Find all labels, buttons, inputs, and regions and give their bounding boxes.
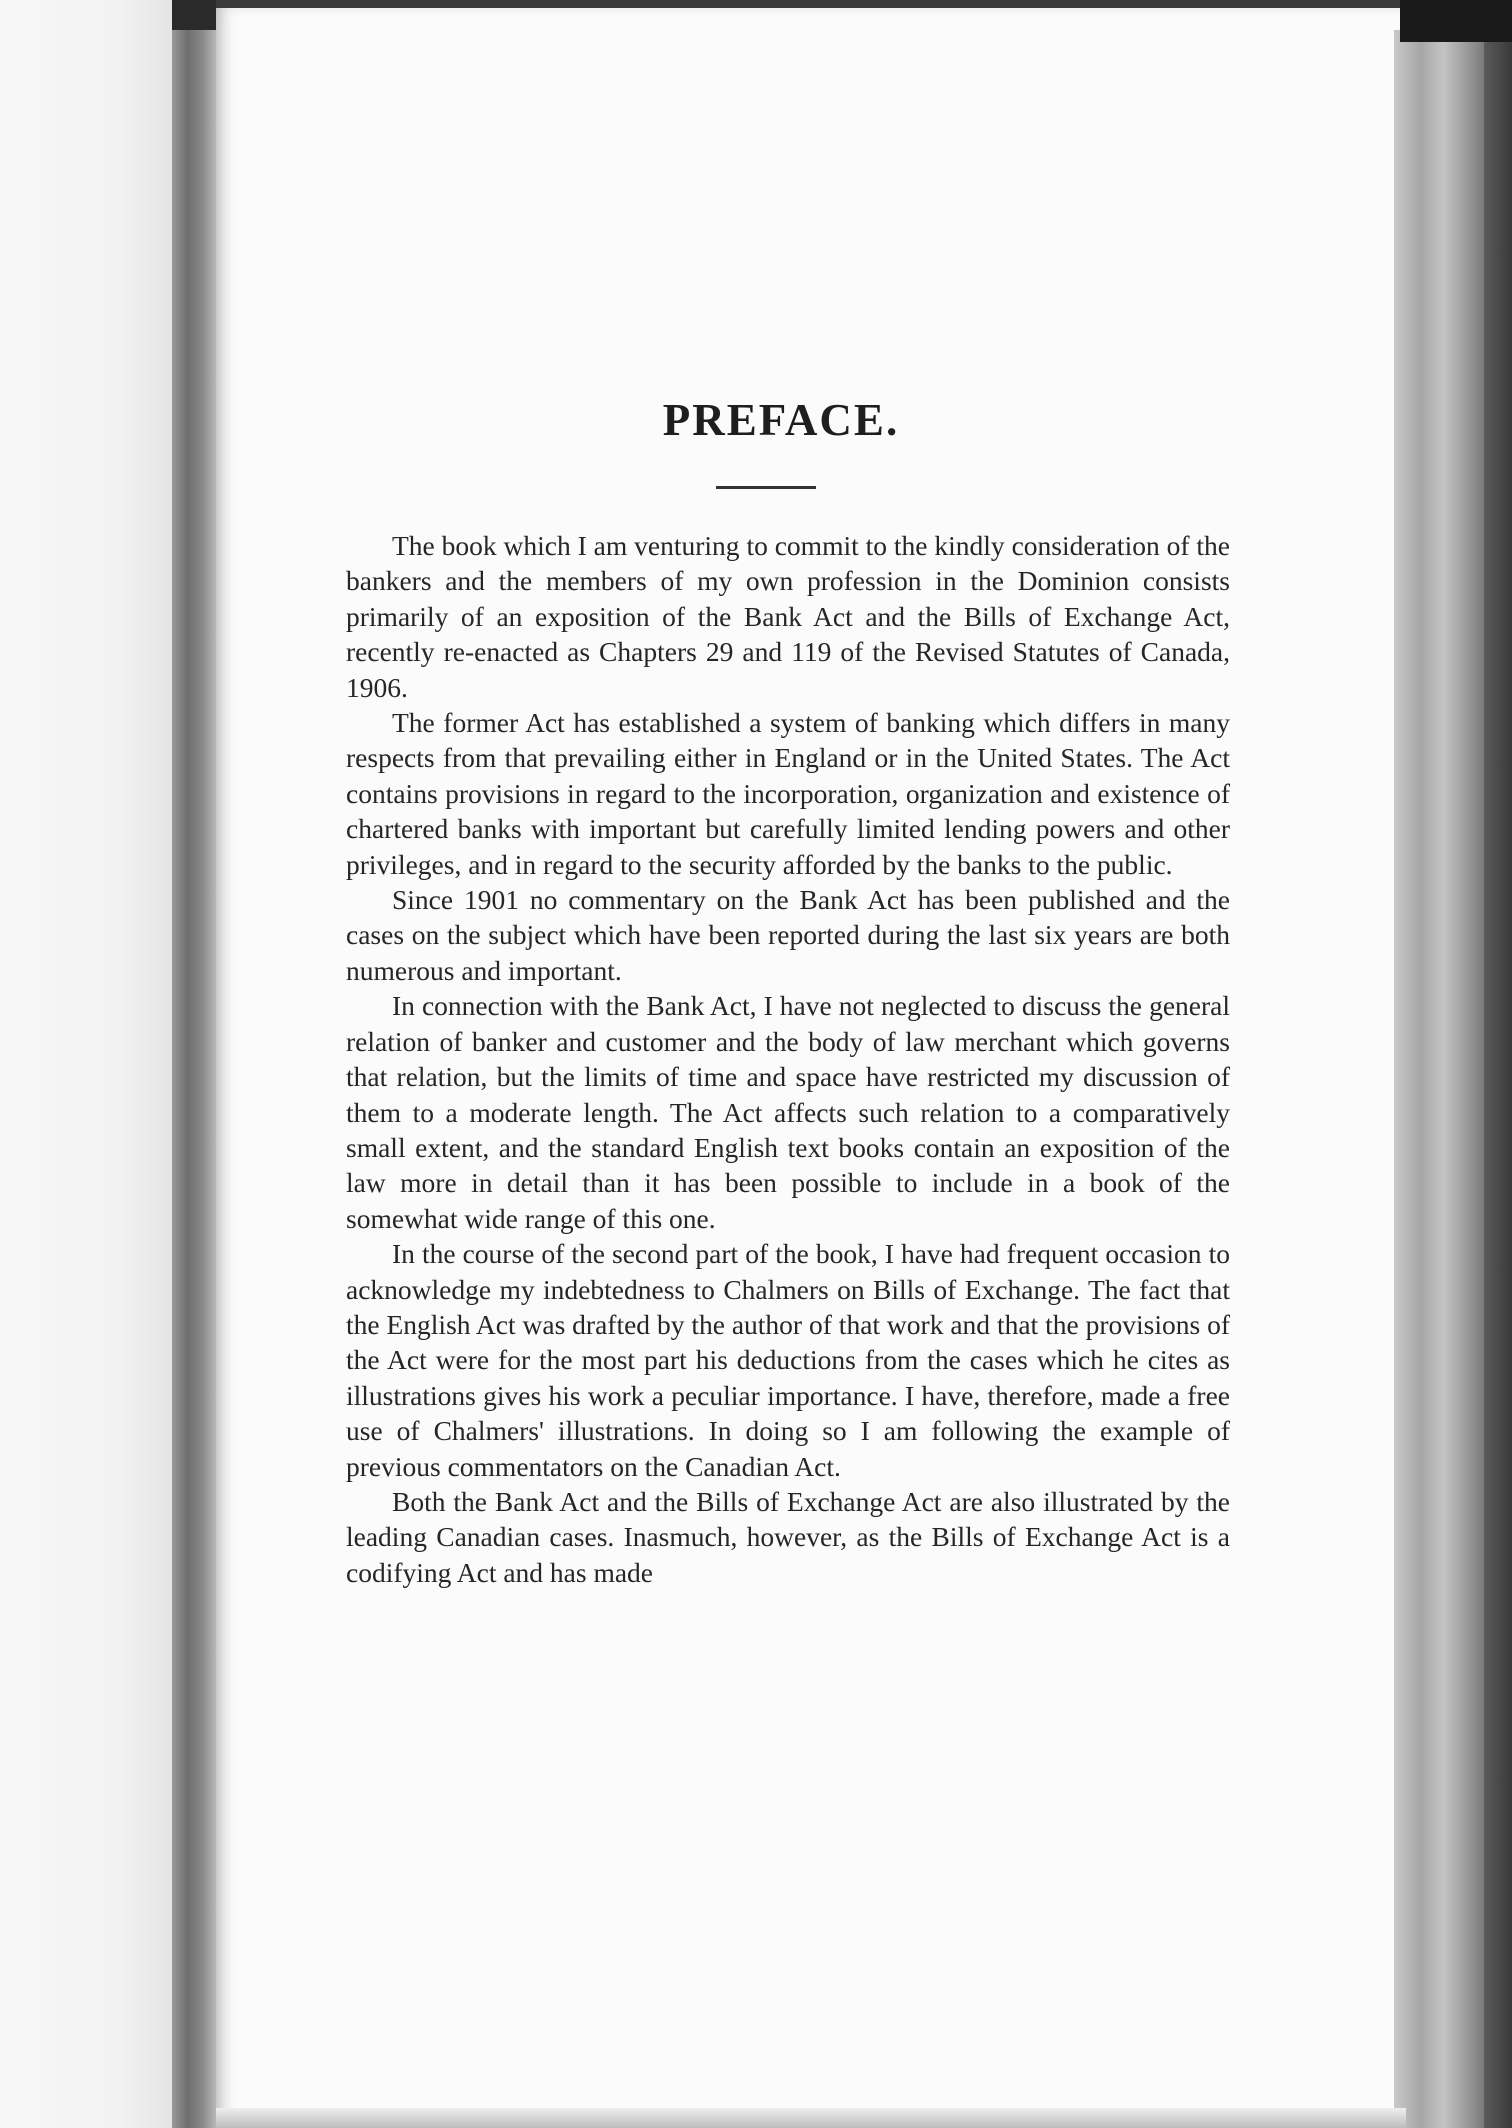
paragraph-3: Since 1901 no commentary on the Bank Act has been published and the cases on the subject which have been reported during the last six years are both numerous and important. [346,884,1230,986]
facing-page [0,0,172,2128]
page-title: PREFACE. [662,395,900,445]
preface-body [346,528,1230,1590]
book-gutter [172,30,216,2128]
paragraph-6: Both the Bank Act and the Bills of Exchange Act are also illustrated by the leading Canadian cases. Inasmuch, however, as the Bills of Exchange Act is a codifying Act and has made [346,1485,1230,1588]
bottom-edge [216,2108,1406,2128]
title-rule [716,486,816,489]
page-edge-right [1394,30,1484,2128]
paragraph-2: The former Act has established a system of banking which differs in many respects from that prevailing either in England or in the United States. The Act contains provisions in regard to the incorporation, organization and existence of chartered banks with important but carefully limited lending powers and other privileges, and in regard to the security afforded by the banks to the public. [346,707,1230,880]
book-cover-edge [1484,42,1512,2128]
scan-background [1400,0,1512,42]
paragraph-1: The book which I am venturing to commit to the kindly consideration of the bankers and the members of my own profession in the Dominion consists primarily of an exposition of the Bank Act and the Bills of Exchange Act, recently re-enacted as Chapters 29 and 119 of the Revised Statutes of Canada, 1906. [346,530,1230,703]
paragraph-5: In the course of the second part of the book, I have had frequent occasion to acknowledge my indebtedness to Chalmers on Bills of Exchange. The fact that the English Act was drafted by the author of that work and that the provisions of the Act were for the most part his deductions from the cases which he cites as illustrations gives his work a peculiar importance. I have, therefore, made a free use of Chalmers' illustrations. In doing so I am following the example of previous commentators on the Canadian Act. [346,1238,1230,1482]
paragraph-4: In connection with the Bank Act, I have not neglected to discuss the general relation of banker and customer and the body of law merchant which governs that relation, but the limits of time and space have restricted my discussion of them to a moderate length. The Act affects such relation to a comparatively small extent, and the standard English text books contain an exposition of the law more in detail than it has been possible to include in a book of the somewhat wide range of this one. [346,990,1230,1234]
